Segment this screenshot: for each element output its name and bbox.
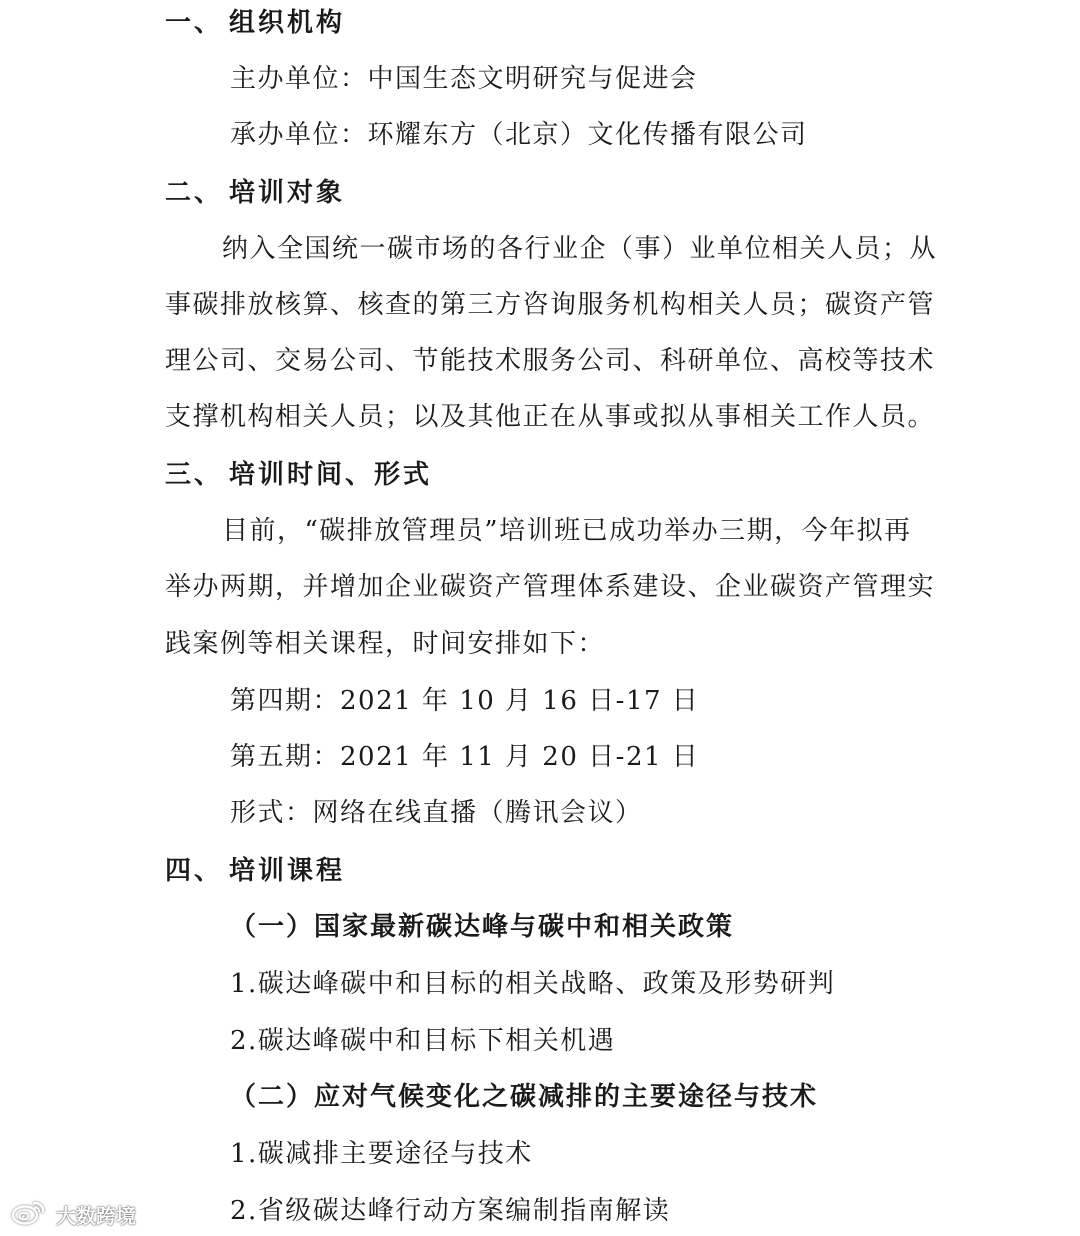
section-3-heading	[165, 458, 432, 492]
organizer-line: 主办单位：中国生态文明研究与促进会	[230, 64, 698, 94]
section-1-title: 组织机构	[229, 8, 346, 38]
session-5-date: 第五期：2021 年 11 月 20 日-21 日	[230, 742, 700, 772]
watermark-text: 大数跨境	[56, 1203, 136, 1228]
weibo-logo-icon	[10, 1198, 50, 1231]
session-4-date: 第四期：2021 年 10 月 16 日-17 日	[230, 686, 700, 716]
course-item: 2.碳达峰碳中和目标下相关机遇	[230, 1026, 616, 1056]
paragraph-line: 举办两期，并增加企业碳资产管理体系建设、企业碳资产管理实	[165, 572, 936, 602]
section-4-heading	[165, 854, 345, 888]
section-4-number: 四、	[165, 856, 224, 886]
watermark	[10, 1197, 136, 1231]
section-1-number: 一、	[165, 8, 224, 38]
paragraph-line: 纳入全国统一碳市场的各行业企（事）业单位相关人员；从	[222, 234, 938, 264]
course-item: 1.碳减排主要途径与技术	[230, 1139, 533, 1169]
section-2-number: 二、	[165, 178, 224, 208]
paragraph-line: 践案例等相关课程，时间安排如下：	[165, 629, 606, 659]
section-1-heading	[165, 6, 345, 40]
paragraph-line: 理公司、交易公司、节能技术服务公司、科研单位、高校等技术	[165, 346, 936, 376]
section-3-title: 培训时间、形式	[229, 460, 433, 490]
paragraph-line: 事碳排放核算、核查的第三方咨询服务机构相关人员；碳资产管	[165, 290, 936, 320]
paragraph-line: 目前，“碳排放管理员”培训班已成功举办三期，今年拟再	[222, 516, 912, 546]
subsection-2-title: （二）应对气候变化之碳减排的主要途径与技术	[230, 1082, 819, 1112]
format-line: 形式：网络在线直播（腾讯会议）	[230, 798, 643, 828]
co-organizer-line: 承办单位：环耀东方（北京）文化传播有限公司	[230, 120, 808, 150]
course-item: 2.省级碳达峰行动方案编制指南解读	[230, 1196, 671, 1226]
section-3-number: 三、	[165, 460, 224, 490]
subsection-1-title: （一）国家最新碳达峰与碳中和相关政策	[230, 912, 735, 942]
section-2-heading	[165, 176, 345, 210]
course-item: 1.碳达峰碳中和目标的相关战略、政策及形势研判	[230, 969, 836, 999]
section-2-title: 培训对象	[229, 178, 346, 208]
section-4-title: 培训课程	[229, 856, 346, 886]
paragraph-line: 支撑机构相关人员；以及其他正在从事或拟从事相关工作人员。	[165, 402, 936, 432]
